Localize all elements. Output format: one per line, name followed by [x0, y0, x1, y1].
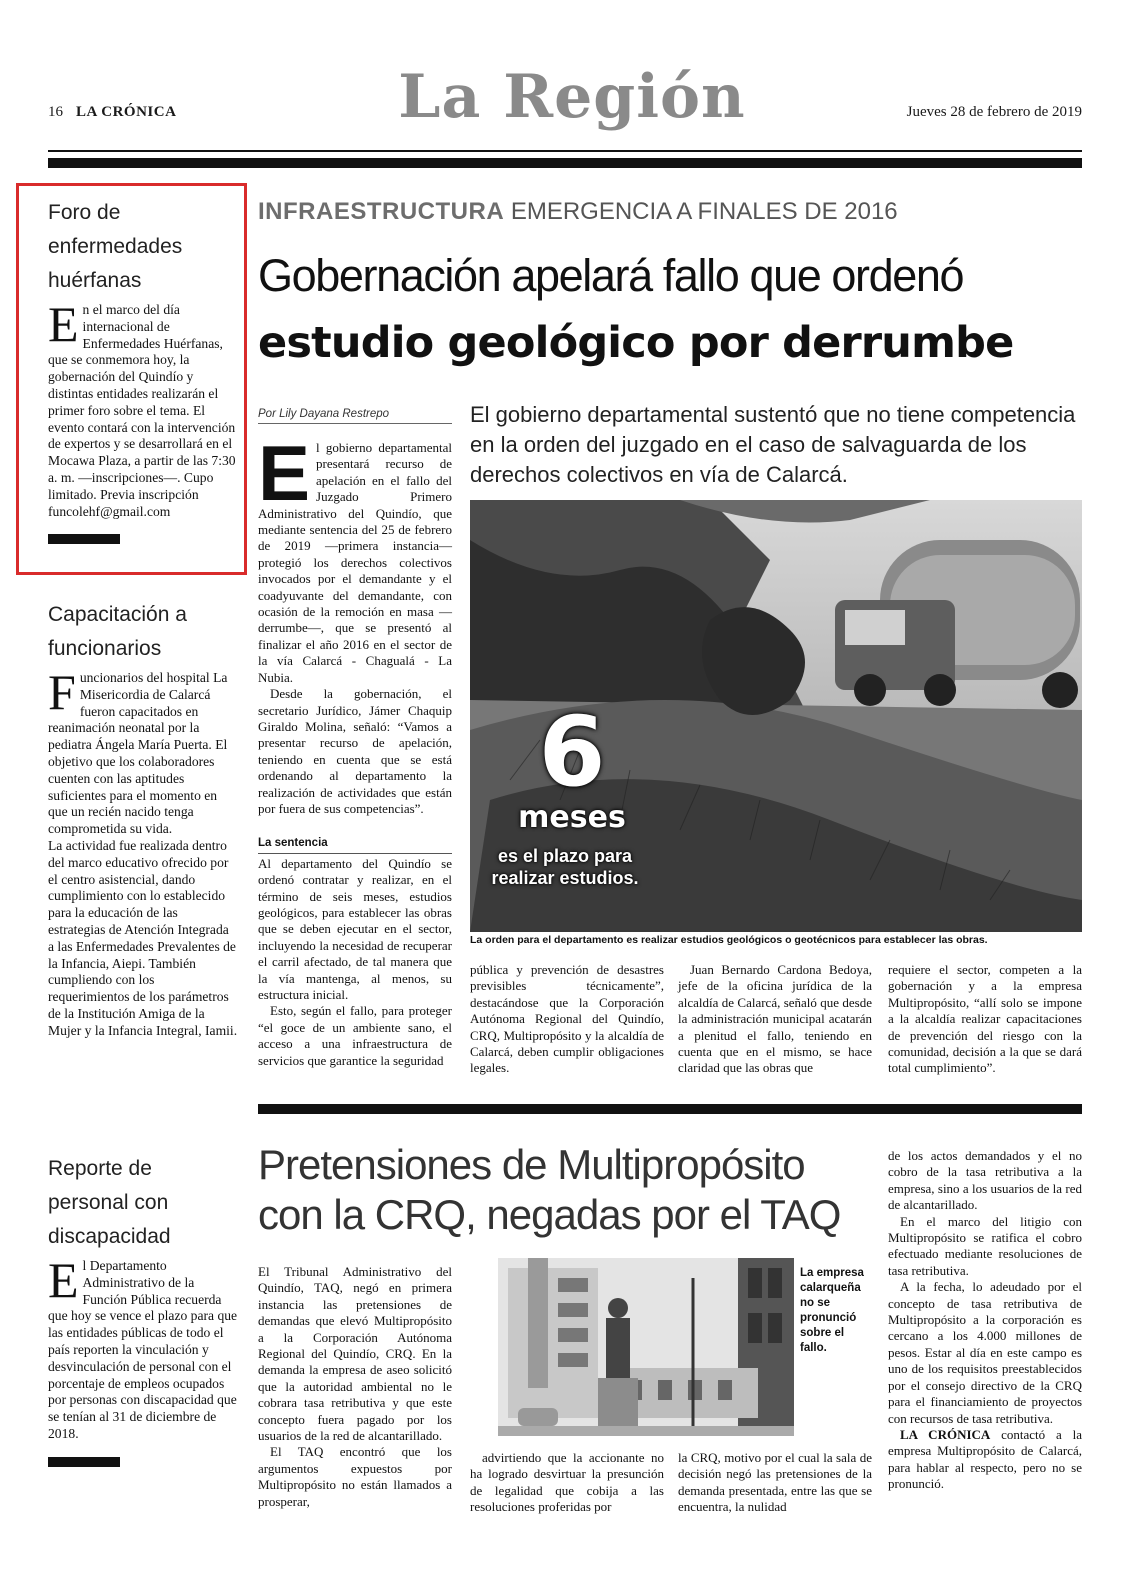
brief-reporte — [48, 1152, 238, 1467]
paragraph: Esto, según el fallo, para proteger “el goce de un ambiente sano, el acceso a una infraestructura de servicios que garantice la seguridad — [258, 1003, 452, 1068]
brief-body — [48, 296, 238, 520]
article-divider — [258, 1104, 1082, 1114]
kicker-text: EMERGENCIA A FINALES DE 2016 — [510, 198, 898, 225]
brief-text: l Departamento Administrativo de la Función Pública recuerda que hoy se vence el plazo para que las entidades públicas de todo el país reporten la vinculación y desvinculación de personal con el porcentaje de empleos ocupados por personas con discapacidad que se tenían al 31 de diciembre de 2018. — [48, 1258, 238, 1441]
section-title: La Región — [398, 62, 746, 132]
photo-2-caption: La empresa calarqueña no se pronunció sobre el fallo. — [800, 1267, 864, 1354]
header-rule-thin — [48, 150, 1082, 152]
paragraph: la CRQ, motivo por el cual la sala de decisión negó las pretensiones de la demanda presentada, entre las que se encuentra, la nulidad — [678, 1450, 872, 1515]
brief-text: uncionarios del hospital La Misericordia de Calarcá fueron capacitados en reanimación neonatal por la pediatra Ángela María Puerta. El objetivo que los colaboradores cuenten con las aptitudes suficientes para el momento en que un recién nacido tenga comprometida su vida. — [48, 670, 228, 837]
brief-text: n el marco del día internacional de Enfermedades Huérfanas, que se conmemora hoy, la gobernación del Quindío y distintas entidades realizarán el primer foro sobre el tema. El evento contará con la intervención de expertos y se desarrollará en el Mocawa Plaza, a partir de las 7:30 a. m. —inscripciones—. Cupo limitado. Previa inscripción funcolehf@gmail.com — [48, 302, 236, 519]
byline: Por Lily Dayana Restrepo — [258, 408, 452, 424]
dropcap: E — [48, 296, 79, 352]
brief-text-2: La actividad fue realizada dentro del marco educativo ofrecido por el centro asistencial, dando cumplimiento con lo establecido para la educación de las estrategias de Atención Integrada a las Enfermedades Prevalentes de la Infancia, Aiepi. También cumpliendo con los requerimientos de los parámetros de la Institución Amiga de la Mujer y la Infancia Integral, Iamii. — [48, 837, 238, 1038]
paragraph-text: contactó a la empresa Multipropósito de Calarcá, para hablar al respecto, pero no se pronunció. — [888, 1426, 1082, 1492]
dropcap: E — [258, 429, 311, 517]
paragraph — [258, 429, 452, 686]
headline-line-1: Gobernación apelará fallo que ordenó — [258, 250, 964, 301]
paragraph: Al departamento del Quindío se ordenó contratar y realizar, en el término de seis meses, estudios geológicos, para establecer las obras que se deben ejecutar en el sector, incluyendo la necesidad de recuperar el carril afectado, de tal manera que la vía mantenga, al menos, su estructura inicial. — [258, 855, 452, 1002]
article2-column-3 — [678, 1450, 872, 1516]
brief-title: Reporte de personal con discapacidad — [48, 1157, 171, 1248]
paragraph: En el marco del litigio con Multipropósito se ratifica el cobro efectuado mediante resoluciones de tasa retributiva. — [888, 1213, 1082, 1278]
brief-title: Foro de enfermedades huérfanas — [48, 201, 183, 292]
paragraph: advirtiendo que la accionante no ha logrado desvirtuar la presunción de legalidad que cobija a las resoluciones proferidas por — [470, 1450, 664, 1515]
paragraph: El Tribunal Administrativo del Quindío, TAQ, negó en primera instancia las pretensiones de demandas que elevó Multipropósito a la Corporación Autónoma Regional del Quindío, CRQ. En la demanda la empresa de aseo solicitó que la autoridad ambiental no le cobrara tasa retributiva y que este concepto fuera pagado por los usuarios de la red de alcantarillado. — [258, 1264, 452, 1444]
article-column-1 — [258, 429, 452, 1069]
article-lead: El gobierno departamental sustentó que no tiene competencia en la orden del juzgado en el caso de salvaguarda de los derechos colectivos en vía de Calarcá. — [470, 402, 1076, 487]
article2-column-1 — [258, 1264, 452, 1510]
paragraph: Desde la gobernación, el secretario Jurídico, Jámer Chaquip Giraldo Molina, señaló: “Vamos a presentar recurso de apelación, teniendo en cuenta que se está ordenando al departamento la realización de actividades que están por fuera de sus competencias”. — [258, 686, 452, 816]
header-rule-thick — [48, 158, 1082, 168]
kicker-section: INFRAESTRUCTURA — [258, 198, 505, 225]
headline-2-line-2: con la CRQ, negadas por el TAQ — [258, 1191, 841, 1238]
brief-body — [48, 1252, 238, 1443]
stat-unit: meses — [518, 800, 626, 835]
brief-title: Capacitación a funcionarios — [48, 603, 187, 660]
headline-2-line-1: Pretensiones de Multipropósito — [258, 1141, 805, 1188]
paragraph: A la fecha, lo adeudado por el concepto de tasa retributiva de Multipropósito a la corporación es cercano a los 4.000 millones de pesos. Estar al día en este campo es uno de los requisitos preestablecidos por el consejo directivo de la CRQ para el financiamiento de proyectos con recursos de tasa retributiva. — [888, 1279, 1082, 1426]
dropcap: F — [48, 664, 76, 720]
brief-body — [48, 664, 238, 1040]
page-number: 16 — [48, 104, 63, 120]
paragraph: de los actos demandados y el no cobro de la tasa retributiva a la empresa, sino a los usuarios de la red de alcantarillado. — [888, 1148, 1082, 1213]
newspaper-name: LA CRÓNICA — [76, 104, 177, 120]
street-photo-image — [498, 1258, 794, 1436]
issue-date: Jueves 28 de febrero de 2019 — [906, 104, 1082, 120]
paper-mention: LA CRÓNICA — [900, 1426, 991, 1442]
stat-description: es el plazo para realizar estudios. — [491, 846, 639, 888]
article-kicker — [258, 198, 898, 226]
brief-foro — [48, 196, 238, 544]
paragraph — [888, 1427, 1082, 1493]
paragraph: requiere el sector, competen a la gobernación y a la empresa Multipropósito, “allí solo se impone a la alcaldía realizar capacitaciones de prevención del riesgo con la comunidad, decisión a la que se dará total cumplimiento”. — [888, 962, 1082, 1076]
street-photo — [498, 1258, 794, 1436]
dropcap: E — [48, 1252, 79, 1308]
brief-end-bar — [48, 1457, 120, 1467]
paragraph-text: l gobierno departamental presentará recurso de apelación en el fallo del Juzgado Primero Administrativo del Quindío, que mediante sentencia del 25 de febrero de 2019 —primera instancia— protegió los derechos colectivos invocados por el demandante y el coadyuvante del demandante, con ocasión de la remoción en masa —derrumbe—, que se presentó al finalizar el año 2016 en el sector de la vía Calarcá - Chagualá - La Nubia. — [258, 440, 452, 685]
article2-column-4 — [888, 1148, 1082, 1493]
paragraph: El TAQ encontró que los argumentos expuestos por Multipropósito no están llamados a prosperar, — [258, 1444, 452, 1509]
stat-number: 6 — [538, 696, 606, 808]
headline-line-2: estudio geológico por derrumbe — [258, 318, 1014, 368]
photo-caption: La orden para el departamento es realizar estudios geológicos o geotécnicos para establecer las obras. — [470, 934, 988, 946]
article-column-4 — [888, 962, 1082, 1077]
article-column-2 — [470, 962, 664, 1077]
brief-end-bar — [48, 534, 120, 544]
paragraph: Juan Bernardo Cardona Bedoya, jefe de la oficina jurídica de la alcaldía de Calarcá, señaló que desde la administración municipal acatarán a plenitud el fallo, teniendo en cuenta que en el mismo, se hace claridad que las obras que — [678, 962, 872, 1076]
paragraph: pública y prevención de desastres previsibles técnicamente”, destacándose que la Corporación Autónoma Regional del Quindío, CRQ, Multipropósito y la alcaldía de Calarcá, deben cumplir obligaciones legales. — [470, 962, 664, 1076]
article-column-3 — [678, 962, 872, 1077]
article2-column-2 — [470, 1450, 664, 1516]
brief-capacitacion — [48, 598, 238, 1040]
subhead: La sentencia — [258, 835, 452, 853]
